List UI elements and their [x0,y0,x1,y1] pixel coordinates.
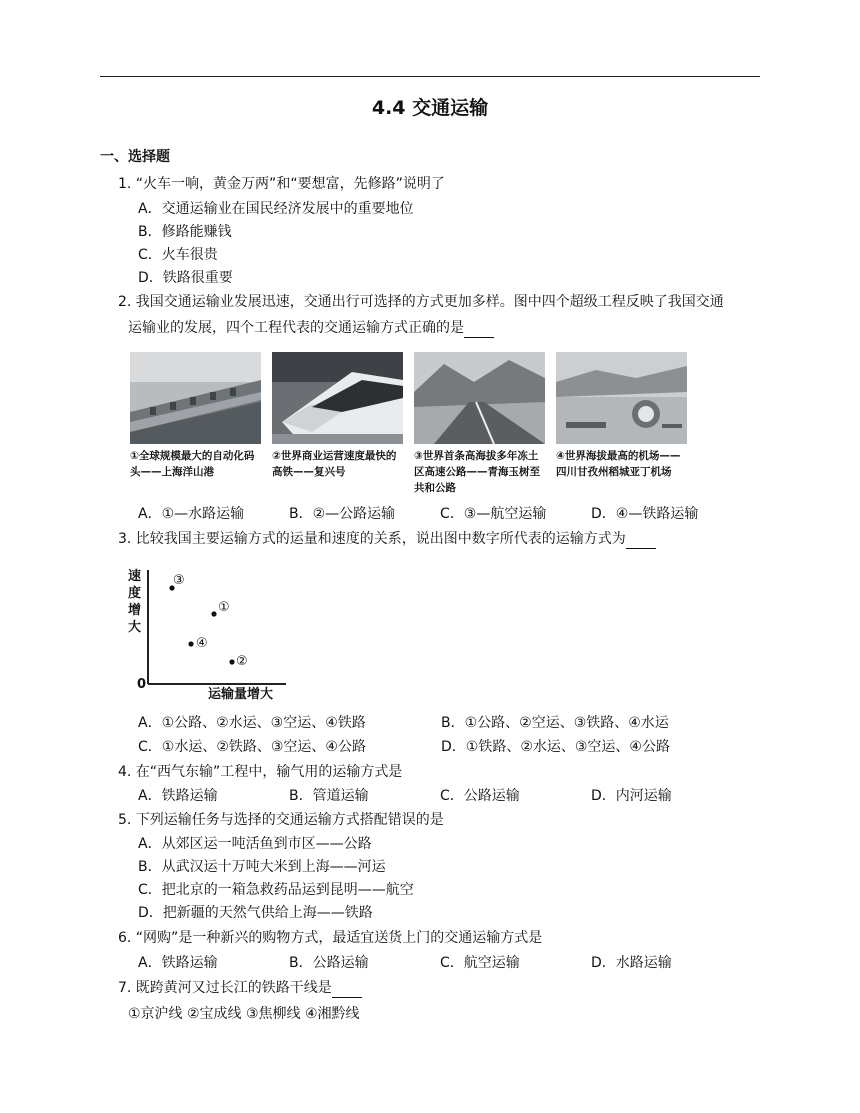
question-4-option-c[interactable]: C．公路运输 [440,788,520,804]
question-1-stem: 1. “火车一响，黄金万两”和“要想富，先修路”说明了 [118,176,445,192]
point-1 [211,611,216,616]
question-3-option-c[interactable]: C．①水运、②铁路、③空运、④公路 [138,739,366,755]
question-3-option-d[interactable]: D．①铁路、②水运、③空运、④公路 [441,739,670,755]
chart-origin-label: 0 [137,677,147,692]
question-5-stem: 5. 下列运输任务与选择的交通运输方式搭配错误的是 [118,812,444,828]
question-2-stem-line2: 运输业的发展，四个工程代表的交通运输方式正确的是 [128,318,494,338]
photo-fuxing-train [272,352,403,444]
photo-caption-1: ①全球规模最大的自动化码头——上海洋山港 [130,450,255,478]
question-6-options [138,953,742,973]
page-title: 4.4 交通运输 [371,97,489,119]
question-3-options-row1 [138,713,744,733]
photo-caption-4: ④世界海拔最高的机场——四川甘孜州稻城亚丁机场 [556,450,681,478]
question-2-option-c[interactable]: C．③—航空运输 [440,506,547,522]
point-label-3: ③ [173,573,185,588]
question-1-option-a[interactable]: A．交通运输业在国民经济发展中的重要地位 [138,201,414,217]
top-rule [100,76,760,77]
question-5-option-d[interactable]: D．把新疆的天然气供给上海——铁路 [138,905,373,921]
question-3-options-row2 [138,737,744,757]
question-6-option-c[interactable]: C．航空运输 [440,955,520,971]
question-2-option-d[interactable]: D．④—铁路运输 [591,506,699,522]
question-4-option-b[interactable]: B．管道运输 [289,788,369,804]
question-4-options [138,786,742,806]
point-label-4: ④ [196,636,208,651]
question-2-options [138,504,742,524]
question-3-stem: 3. 比较我国主要运输方式的运量和速度的关系，说出图中数字所代表的运输方式为 [118,529,656,549]
question-5-option-b[interactable]: B．从武汉运十万吨大米到上海——河运 [138,859,386,875]
question-3-option-a[interactable]: A．①公路、②水运、③空运、④铁路 [138,715,366,731]
photo-caption-3: ③世界首条高海拔多年冻土区高速公路——青海玉树至共和公路 [414,450,540,494]
question-6-option-d[interactable]: D．水路运输 [591,955,672,971]
photo-caption-2: ②世界商业运营速度最快的高铁——复兴号 [272,450,397,478]
chart-y-label: 速度增大 [128,569,142,635]
question-7-items: ①京沪线 ②宝成线 ③焦柳线 ④湘黔线 [128,1006,360,1022]
question-2-option-a[interactable]: A．①—水路运输 [138,506,245,522]
question-3-option-b[interactable]: B．①公路、②空运、③铁路、④水运 [441,715,669,731]
question-6-option-b[interactable]: B．公路运输 [289,955,369,971]
question-1-option-d[interactable]: D．铁路很重要 [138,270,233,286]
question-2-option-b[interactable]: B．②—公路运输 [289,506,396,522]
question-5-option-a[interactable]: A．从郊区运一吨活鱼到市区——公路 [138,836,372,852]
point-2 [229,659,234,664]
photo-yangshan-port [130,352,261,444]
section-heading: 一、选择题 [100,149,170,165]
question-6-option-a[interactable]: A．铁路运输 [138,955,218,971]
question-4-stem: 4. 在“西气东输”工程中，输气用的运输方式是 [118,764,403,780]
question-4-option-d[interactable]: D．内河运输 [591,788,672,804]
question-1-option-b[interactable]: B．修路能赚钱 [138,224,232,240]
answer-blank[interactable] [332,983,362,998]
question-4-option-a[interactable]: A．铁路运输 [138,788,218,804]
question-2-stem-line1: 2. 我国交通运输业发展迅速，交通出行可选择的方式更加多样。图中四个超级工程反映了我国交通 [118,294,724,310]
photo-qinghai-highway [414,352,545,444]
point-label-1: ① [218,600,230,615]
question-7-stem: 7. 既跨黄河又过长江的铁路干线是 [118,978,362,998]
photo-daocheng-airport [556,352,687,444]
chart-x-label: 运输量增大 [208,687,274,702]
question-6-stem: 6. “网购”是一种新兴的购物方式，最适宜送货上门的交通运输方式是 [118,930,543,946]
answer-blank[interactable] [464,323,494,338]
question-5-option-c[interactable]: C．把北京的一箱急救药品运到昆明——航空 [138,882,414,898]
question-1-option-c[interactable]: C．火车很贵 [138,247,218,263]
answer-blank[interactable] [626,534,656,549]
point-4 [188,641,193,646]
point-label-2: ② [236,654,248,669]
